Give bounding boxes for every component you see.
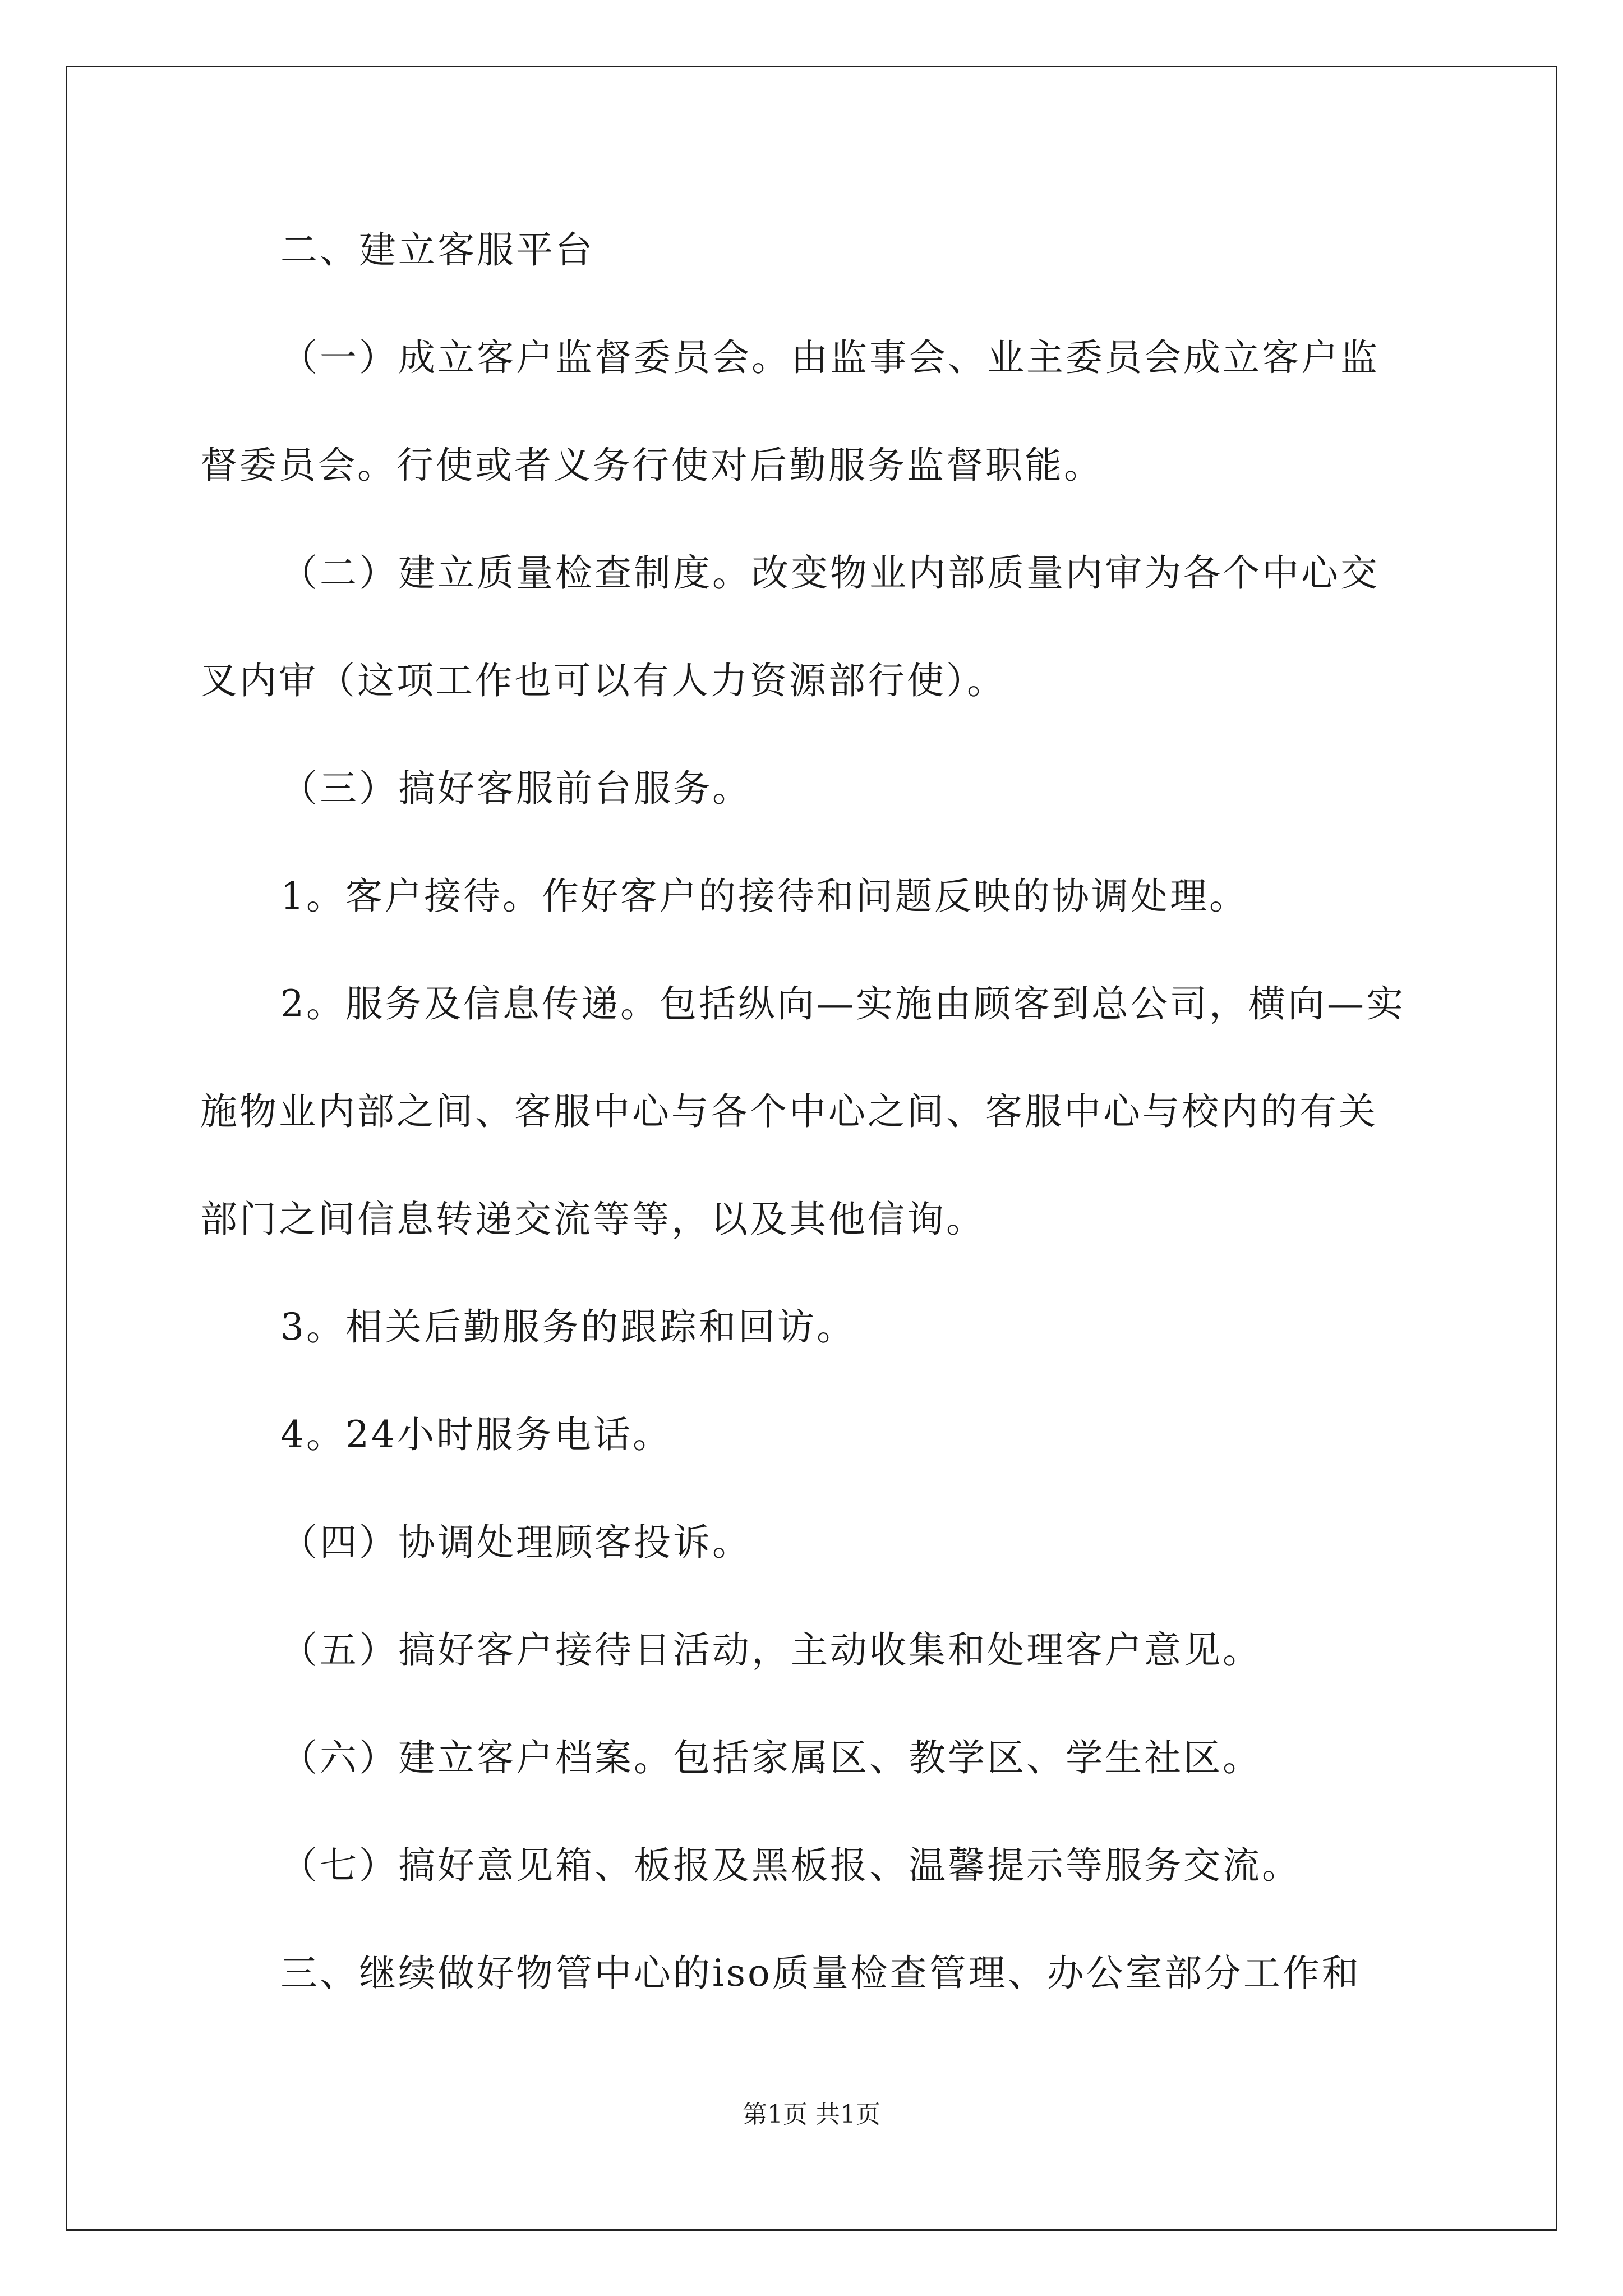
paragraph-line: （三）搞好客服前台服务。: [280, 767, 751, 810]
section-heading: 三、继续做好物管中心的iso质量检查管理、办公室部分工作和: [280, 1952, 1361, 1995]
paragraph-line: 1。客户接待。作好客户的接待和问题反映的协调处理。: [280, 875, 1248, 918]
paragraph-line: （一）成立客户监督委员会。由监事会、业主委员会成立客户监: [280, 336, 1380, 379]
paragraph-line: 施物业内部之间、客服中心与各个中心之间、客服中心与校内的有关: [200, 1090, 1378, 1133]
paragraph-line: （四）协调处理顾客投诉。: [280, 1521, 751, 1564]
paragraph-line: （二）建立质量检查制度。改变物业内部质量内审为各个中心交: [280, 551, 1380, 595]
page-number-footer: 第1页 共1页: [743, 2100, 880, 2129]
paragraph-line: 部门之间信息转递交流等等，以及其他信询。: [200, 1198, 985, 1241]
paragraph-line: 2。服务及信息传递。包括纵向—实施由顾客到总公司，横向—实: [280, 982, 1405, 1025]
paragraph-line: 4。24小时服务电话。: [280, 1413, 672, 1456]
paragraph-line: （六）建立客户档案。包括家属区、教学区、学生社区。: [280, 1736, 1262, 1779]
paragraph-line: 督委员会。行使或者义务行使对后勤服务监督职能。: [200, 444, 1103, 487]
document-body: [200, 196, 1428, 2027]
paragraph-line: （七）搞好意见箱、板报及黑板报、温馨提示等服务交流。: [280, 1844, 1301, 1887]
paragraph-line: 叉内审（这项工作也可以有人力资源部行使）。: [200, 659, 1006, 702]
paragraph-line: 3。相关后勤服务的跟踪和回访。: [280, 1305, 856, 1349]
section-heading: 二、建立客服平台: [280, 228, 594, 272]
paragraph-line: （五）搞好客户接待日活动，主动收集和处理客户意见。: [280, 1628, 1262, 1672]
